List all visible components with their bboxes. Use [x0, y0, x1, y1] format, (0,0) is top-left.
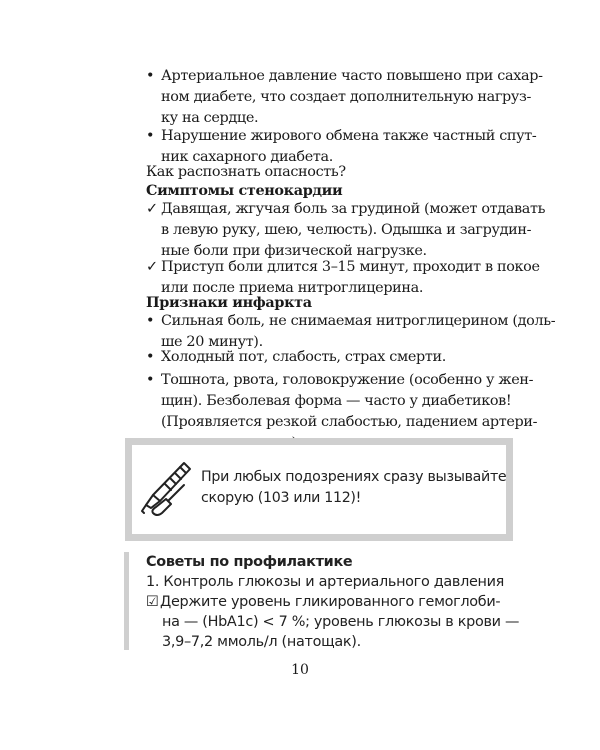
check-icon: ✓ — [146, 259, 158, 275]
check-icon: ✓ — [146, 201, 158, 217]
text-line: Давящая, жгучая боль за грудиной (может отдавать — [161, 201, 546, 217]
tips-point: 1. Контроль глюкозы и артериального давления — [146, 574, 505, 590]
tips-title: Советы по профилактике — [146, 554, 353, 570]
bullet-marker: • — [146, 349, 155, 365]
text-line: Приступ боли длится 3–15 минут, проходит в покое — [161, 259, 540, 275]
bullet-marker: • — [146, 128, 155, 144]
text-line: Артериальное давление часто повышено при сахар- — [161, 68, 543, 84]
warning-callout — [125, 438, 513, 541]
text-line: щин). Безболевая форма — часто у диабетиков! — [161, 393, 512, 409]
bullet-marker: • — [146, 68, 155, 84]
question-text: Как распознать опасность? — [146, 164, 346, 180]
text-line: в левую руку, шею, челюсть). Одышка и загрудин- — [161, 222, 532, 238]
tips-sidebar-rule — [124, 552, 129, 650]
text-line: Холодный пот, слабость, страх смерти. — [161, 349, 446, 365]
list-item — [146, 199, 546, 262]
list-item — [146, 66, 543, 129]
prevention-tips — [146, 552, 519, 652]
list-item — [146, 347, 526, 368]
infarction-heading: Признаки инфаркта — [146, 294, 312, 311]
text-line: (Проявляется резкой слабостью, падением артери- — [161, 414, 538, 430]
text-line: Тошнота, рвота, головокружение (особенно у жен- — [161, 372, 534, 388]
text-line: ные боли при физической нагрузке. — [161, 243, 427, 259]
text-line: Сильная боль, не снимаемая нитроглицерином (доль- — [161, 313, 556, 329]
bullet-marker: • — [146, 372, 155, 388]
callout-text-line: скорую (103 или 112)! — [201, 490, 362, 506]
tips-check-line: Держите уровень гликированного гемоглоби- — [160, 594, 501, 610]
angina-heading: Симптомы стенокардии — [146, 182, 343, 199]
text-line: ше 20 минут). — [161, 334, 263, 350]
callout-text-line: При любых подозрениях сразу вызывайте — [201, 469, 507, 485]
tips-check-line: 3,9–7,2 ммоль/л (натощак). — [162, 634, 361, 650]
checkbox-icon: ☑ — [146, 594, 159, 610]
text-line: ник сахарного диабета. — [161, 149, 333, 165]
bullet-marker: • — [146, 313, 155, 329]
page-number: 10 — [291, 662, 309, 678]
text-line: ку на сердце. — [161, 110, 259, 126]
pen-icon — [140, 459, 192, 523]
text-line: Нарушение жирового обмена также частный спут- — [161, 128, 537, 144]
tips-check-line: на — (HbA1c) < 7 %; уровень глюкозы в крови — — [162, 614, 520, 630]
text-line: ном диабете, что создает дополнительную нагруз- — [161, 89, 532, 105]
text-line: или после приема нитроглицерина. — [161, 280, 424, 296]
